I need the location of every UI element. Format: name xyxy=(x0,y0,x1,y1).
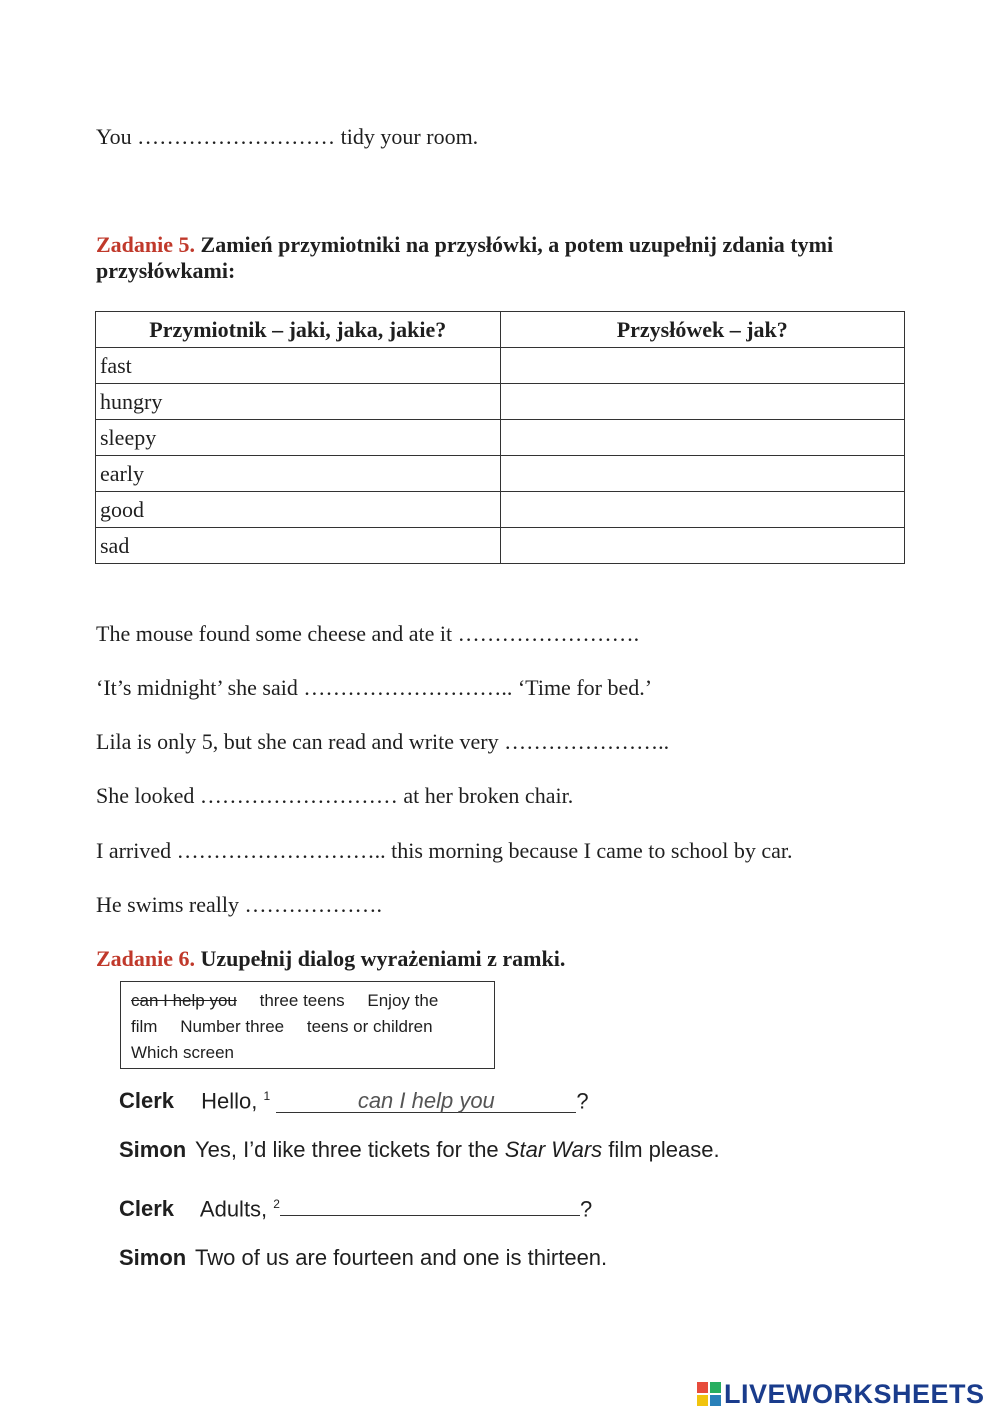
dialog-text: Hello, xyxy=(201,1088,258,1114)
logo-square xyxy=(697,1395,708,1406)
adverb-answer-cell[interactable] xyxy=(500,528,905,564)
blank-number: 1 xyxy=(263,1089,271,1103)
answer-blank-1[interactable]: can I help you xyxy=(276,1088,576,1113)
dialog-speaker: Simon xyxy=(119,1245,187,1270)
word-box-item: Enjoy the xyxy=(367,991,439,1010)
dialog-line-1 xyxy=(119,1083,589,1114)
table-row xyxy=(96,528,905,564)
adjective-cell: hungry xyxy=(96,384,501,420)
dialog-line-2 xyxy=(119,1137,720,1163)
dialog-line-3 xyxy=(119,1191,592,1222)
logo-square xyxy=(697,1382,708,1393)
dialog-text: Two of us are fourteen and one is thirteen. xyxy=(195,1245,608,1270)
word-box-item: can I help you xyxy=(131,991,237,1010)
adverb-answer-cell[interactable] xyxy=(500,456,905,492)
table-row xyxy=(96,420,905,456)
sentence-2: ‘It’s midnight’ she said ……………………….. ‘Time for bed.’ xyxy=(96,675,653,700)
task6-label: Zadanie 6. xyxy=(96,946,196,971)
dialog-text: Adults, xyxy=(199,1196,268,1222)
top-sentence: You ……………………… tidy your room. xyxy=(96,124,479,149)
logo-text: LIVEWORKSHEETS xyxy=(724,1378,985,1409)
word-box-item: teens or children xyxy=(306,1017,433,1036)
liveworksheets-logo xyxy=(697,1378,985,1410)
sentence-3: Lila is only 5, but she can read and write very ………………….. xyxy=(96,729,670,754)
adverb-answer-cell[interactable] xyxy=(500,348,905,384)
table-header-adjective: Przymiotnik – jaki, jaka, jakie? xyxy=(96,312,501,348)
dialog-text-end: ? xyxy=(576,1088,589,1114)
adjective-adverb-table xyxy=(95,311,905,564)
dialog-line-4 xyxy=(119,1245,607,1271)
dialog-speaker: Clerk xyxy=(119,1196,175,1222)
task6-heading xyxy=(96,946,565,972)
adjective-cell: good xyxy=(96,492,501,528)
sentence-5: I arrived ……………………….. this morning because I came to school by car. xyxy=(96,838,793,863)
adjective-cell: sad xyxy=(96,528,501,564)
word-box-item: Which screen xyxy=(131,1043,234,1062)
adverb-answer-cell[interactable] xyxy=(500,384,905,420)
task5-heading xyxy=(96,232,916,284)
adverb-answer-cell[interactable] xyxy=(500,492,905,528)
sentence-1: The mouse found some cheese and ate it ……………………. xyxy=(96,621,640,646)
adjective-cell: early xyxy=(96,456,501,492)
dialog-text-end: ? xyxy=(579,1196,593,1222)
task5-label: Zadanie 5. xyxy=(96,232,196,257)
task5-instruction-line2: przysłówkami: xyxy=(96,258,236,283)
sentence-6: He swims really ………………. xyxy=(96,892,382,917)
blank-number: 2 xyxy=(273,1197,280,1211)
adjective-cell: fast xyxy=(96,348,501,384)
sentence-4: She looked ……………………… at her broken chair. xyxy=(96,783,574,808)
adverb-answer-cell[interactable] xyxy=(500,420,905,456)
word-box-item: Number three xyxy=(180,1017,285,1036)
logo-square xyxy=(710,1382,721,1393)
dialog-text-end: film please. xyxy=(602,1137,720,1162)
logo-mark-icon xyxy=(697,1382,721,1406)
table-row xyxy=(96,492,905,528)
table-header-adverb: Przysłówek – jak? xyxy=(500,312,905,348)
word-box-item: film xyxy=(131,1017,158,1036)
task5-instruction-line1: Zamień przymiotniki na przysłówki, a potem uzupełnij zdania tymi xyxy=(200,232,834,257)
table-row xyxy=(96,348,905,384)
table-row xyxy=(96,384,905,420)
word-box xyxy=(120,981,495,1069)
word-box-item: three teens xyxy=(259,991,345,1010)
table-header-row xyxy=(96,312,905,348)
dialog-text: Yes, I’d like three tickets for the xyxy=(195,1137,505,1162)
dialog-speaker: Clerk xyxy=(119,1088,175,1114)
dialog-film-title: Star Wars xyxy=(504,1137,603,1162)
adjective-cell: sleepy xyxy=(96,420,501,456)
table-row xyxy=(96,456,905,492)
answer-blank-2[interactable] xyxy=(280,1191,580,1216)
logo-square xyxy=(710,1395,721,1406)
dialog-speaker: Simon xyxy=(119,1137,187,1162)
task6-instruction: Uzupełnij dialog wyrażeniami z ramki. xyxy=(200,946,566,971)
